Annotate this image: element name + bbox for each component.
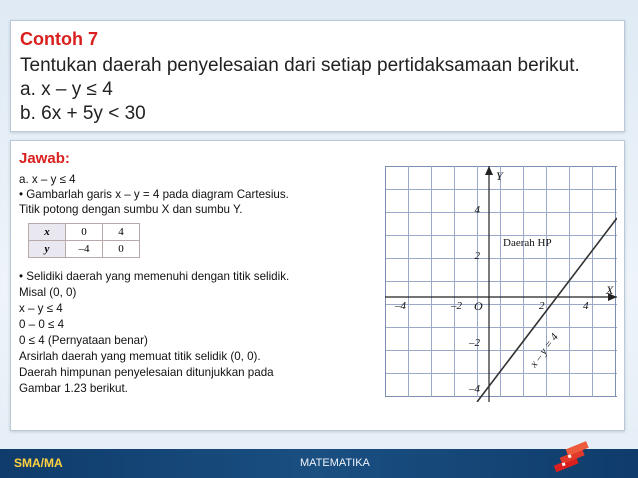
answer-line: Daerah himpunan penyelesaian ditunjukkan pada <box>19 366 274 379</box>
table-row <box>29 241 140 258</box>
answer-line: Arsirlah daerah yang memuat titik selidik (0, 0). <box>19 350 261 363</box>
table-row <box>29 224 140 241</box>
table-cell: x <box>29 224 66 241</box>
table-cell: 0 <box>66 224 103 241</box>
y-tick-label: –4 <box>469 383 480 395</box>
task-statement: Tentukan daerah penyelesaian dari setiap pertidaksamaan berikut. <box>20 55 580 76</box>
answer-line: Misal (0, 0) <box>19 286 77 299</box>
books-logo-icon <box>552 441 592 475</box>
x-tick-label: 4 <box>583 300 589 312</box>
answer-line: Titik potong dengan sumbu X dan sumbu Y. <box>19 203 243 216</box>
x-tick-label: –2 <box>451 300 462 312</box>
table-cell: y <box>29 241 66 258</box>
line-label: x – y = 4 <box>527 331 561 370</box>
answer-line: 0 – 0 ≤ 4 <box>19 318 65 331</box>
table-cell: 4 <box>103 224 140 241</box>
x-tick-label: 2 <box>539 300 545 312</box>
x-axis-label: X <box>606 283 614 297</box>
grid <box>385 166 617 397</box>
x-tick-label: –4 <box>395 300 406 312</box>
answer-line: a. x – y ≤ 4 <box>19 173 76 186</box>
y-tick-label: –2 <box>469 337 480 349</box>
task-b: b. 6x + 5y < 30 <box>20 103 146 124</box>
answer-line: • Gambarlah garis x – y = 4 pada diagram Cartesius. <box>19 188 289 201</box>
example-heading: Contoh 7 <box>20 29 98 49</box>
title-box <box>10 20 625 132</box>
answer-line: • Selidiki daerah yang memenuhi dengan titik selidik. <box>19 270 290 283</box>
footer-level: SMA/MA <box>14 456 63 470</box>
cartesian-graph <box>385 166 617 402</box>
table-cell: 0 <box>103 241 140 258</box>
answer-heading: Jawab: <box>19 150 70 167</box>
answer-line: x – y ≤ 4 <box>19 302 63 315</box>
footer-subject: MATEMATIKA <box>300 457 370 469</box>
answer-box <box>10 140 625 431</box>
task-a: a. x – y ≤ 4 <box>20 79 113 100</box>
table-cell: –4 <box>66 241 103 258</box>
y-axis-label: Y <box>496 169 503 183</box>
y-axis-arrow <box>485 166 493 175</box>
intercept-table <box>28 223 140 258</box>
y-tick-label: 2 <box>474 250 480 262</box>
answer-line: 0 ≤ 4 (Pernyataan benar) <box>19 334 148 347</box>
origin-label: O <box>474 299 483 313</box>
footer-bar <box>0 449 638 478</box>
y-tick-label: 4 <box>474 204 480 216</box>
answer-line: Gambar 1.23 berikut. <box>19 382 128 395</box>
region-label: Daerah HP <box>503 237 552 249</box>
x-tick-labels <box>394 300 589 312</box>
